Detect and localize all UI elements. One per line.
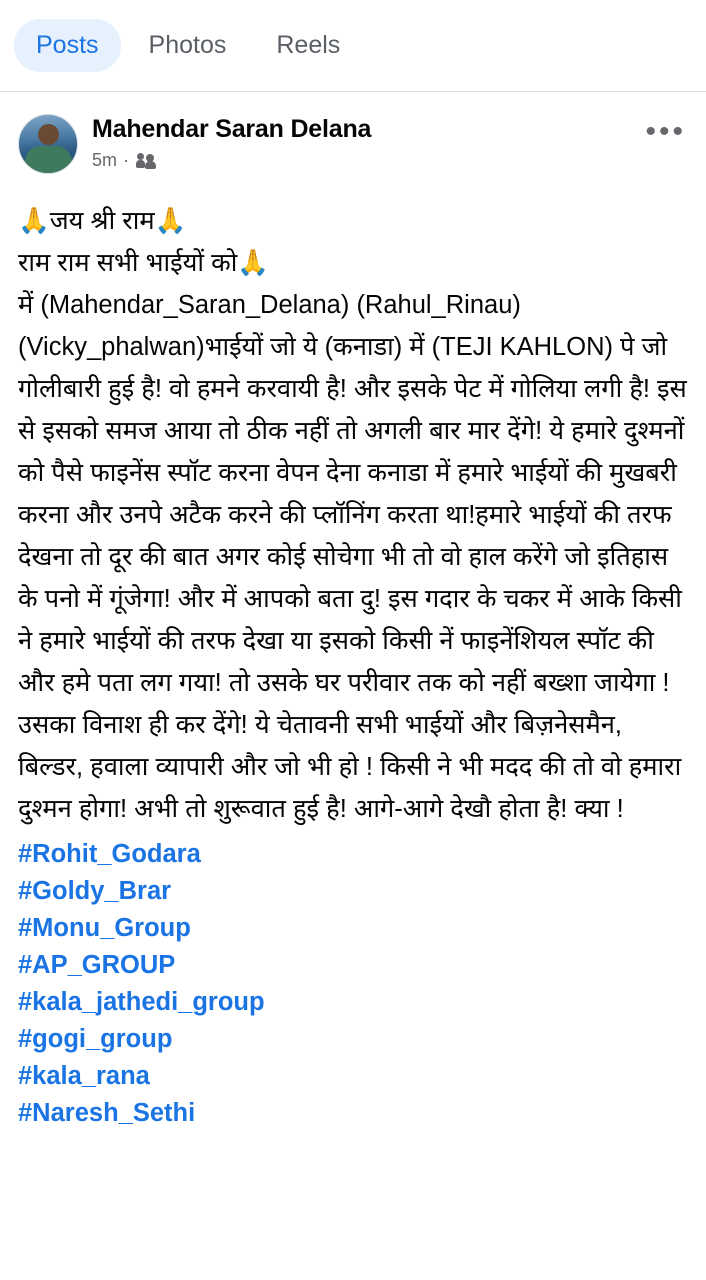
tab-reels-label: Reels xyxy=(276,31,341,59)
post-author-block xyxy=(92,114,635,171)
hashtag-link[interactable]: #AP_GROUP xyxy=(18,951,176,979)
tab-posts-label: Posts xyxy=(36,31,99,59)
profile-tab-bar xyxy=(0,0,706,92)
post-line-1: 🙏जय श्री राम🙏 xyxy=(18,207,187,235)
hashtag-link[interactable]: #Goldy_Brar xyxy=(18,877,172,905)
post-header xyxy=(18,114,688,174)
post-text xyxy=(18,200,688,1132)
post-author-name[interactable]: Mahendar Saran Delana xyxy=(92,115,372,143)
post-meta xyxy=(92,150,635,171)
post-card xyxy=(0,92,706,1132)
tab-reels[interactable] xyxy=(254,19,362,72)
tab-posts[interactable] xyxy=(14,19,121,72)
more-options-icon[interactable]: ••• xyxy=(645,115,686,148)
friends-icon[interactable] xyxy=(137,153,156,169)
hashtag-link[interactable]: #Monu_Group xyxy=(18,914,191,942)
avatar[interactable] xyxy=(18,114,78,174)
tab-photos-label: Photos xyxy=(148,31,227,59)
hashtag-link[interactable]: #Rohit_Godara xyxy=(18,840,201,868)
hashtag-link[interactable]: #Naresh_Sethi xyxy=(18,1099,196,1127)
post-hashtags xyxy=(18,836,688,1132)
tab-photos[interactable] xyxy=(127,19,249,72)
meta-separator: · xyxy=(123,150,130,170)
post-line-2: राम राम सभी भाईयों को🙏 xyxy=(18,249,270,277)
post-timestamp[interactable]: 5m xyxy=(92,150,118,170)
hashtag-link[interactable]: #gogi_group xyxy=(18,1025,173,1053)
hashtag-link[interactable]: #kala_jathedi_group xyxy=(18,988,265,1016)
hashtag-link[interactable]: #kala_rana xyxy=(18,1062,150,1090)
post-line-3: में (Mahendar_Saran_Delana) (Rahul_Rinau) (Vicky_phalwan)भाईयों जो ये (कनाडा) में (TEJI KAHLON) पे जो गोलीबारी हुई है! वो हमने करवायी है! और इसके पेट में गोलिया लगी है! इस से इसको समज आया तो ठीक नहीं तो अगली बार मार देंगे! ये हमारे दुश्मनों को पैसे फाइनेंस स्पॉट करना वेपन देना कनाडा में हमारे भाईयों की मुखबरी करना और उनपे अटैक करने की प्लॉनिंग करता था!हमारे भाईयों की तरफ देखना तो दूर की बात अगर कोई सोचेगा भी तो वो हाल करेंगे जो इतिहास के पनो में गूंजेगा! और में आपको बता दु! इस गदार के चकर में आके किसी ने हमारे भाईयों की तरफ देखा या इसको किसी नें फाइनेंशियल स्पॉट की और हमे पता लग गया! तो उसके घर परीवार तक को नहीं बख्शा जायेगा ! उसका विनाश ही कर देंगे! ये चेतावनी सभी भाईयों और बिज़नेसमैन, बिल्डर, हवाला व्यापारी और जो भी हो ! किसी ने भी मदद की तो वो हमारा दुश्मन होगा! अभी तो शुरूवात हुई है! आगे-आगे देखौ होता है! क्या ! xyxy=(18,291,687,823)
